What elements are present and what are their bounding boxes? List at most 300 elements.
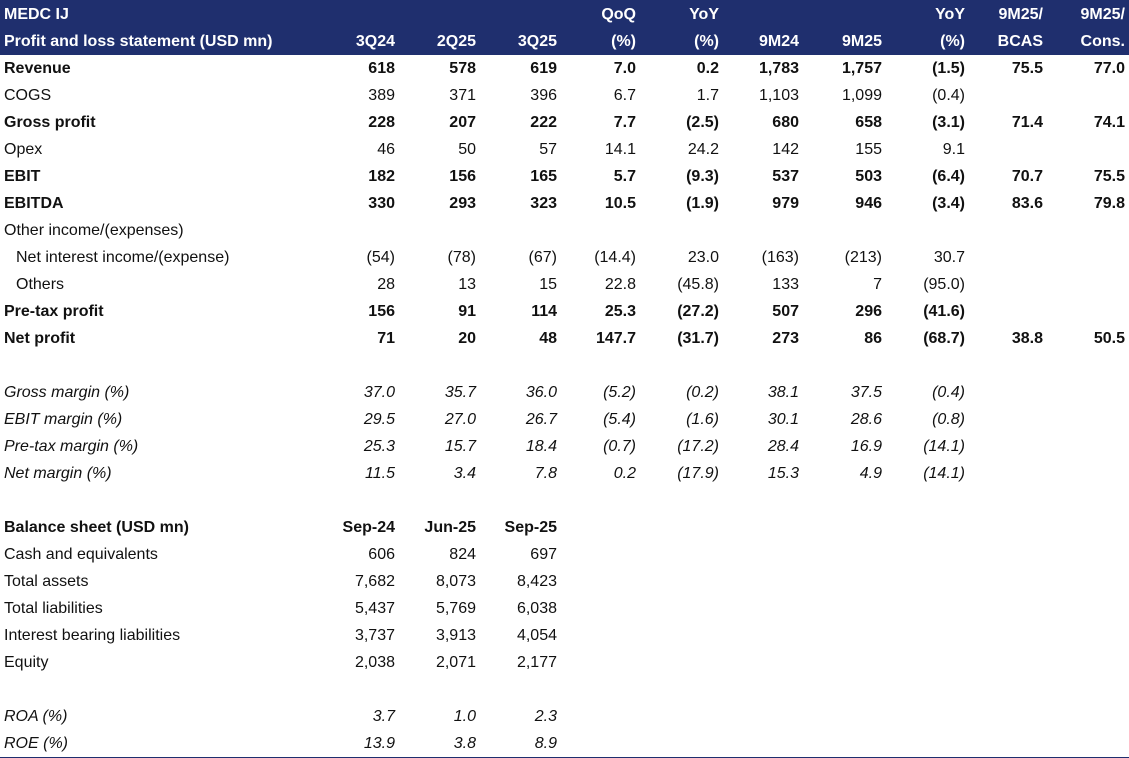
value-cell: [886, 541, 969, 568]
table-row: [0, 541, 1129, 568]
value-cell: [640, 541, 723, 568]
empty-cell: [723, 676, 803, 703]
value-cell: [1047, 433, 1129, 460]
value-cell: 222: [530, 113, 557, 131]
value-cell: (0.8): [932, 410, 965, 428]
value-cell: (5.4): [603, 410, 636, 428]
table-row: [0, 730, 1129, 758]
value-cell: (31.7): [677, 329, 719, 347]
value-cell: 979: [772, 194, 799, 212]
table-row: [0, 460, 1129, 487]
value-cell: 5.7: [613, 167, 636, 185]
value-cell: 30.1: [767, 410, 799, 428]
header-cell: 2Q25: [399, 29, 480, 55]
table-row: [0, 271, 1129, 298]
value-cell: 75.5: [1093, 167, 1125, 185]
row-label: EBIT margin (%): [4, 410, 123, 428]
row-label: Opex: [4, 140, 43, 158]
value-cell: 14.1: [604, 140, 636, 158]
value-cell: 57: [539, 140, 557, 158]
empty-cell: [320, 676, 399, 703]
value-cell: 13.9: [320, 730, 399, 758]
value-cell: 3,913: [435, 626, 476, 644]
value-cell: [561, 541, 640, 568]
value-cell: [1047, 595, 1129, 622]
value-cell: 1,103: [758, 86, 799, 104]
value-cell: [561, 649, 640, 676]
value-cell: 8,073: [435, 572, 476, 590]
value-cell: 37.0: [363, 383, 395, 401]
value-cell: (17.2): [677, 437, 719, 455]
value-cell: 24.2: [687, 140, 719, 158]
value-cell: (1.6): [686, 410, 719, 428]
value-cell: (0.4): [932, 383, 965, 401]
row-label: EBITDA: [4, 194, 64, 212]
value-cell: (41.6): [923, 302, 965, 320]
value-cell: (3.1): [932, 113, 965, 131]
value-cell: [803, 703, 886, 730]
header-cell: Jun-25: [424, 518, 476, 536]
value-cell: 6,038: [516, 599, 557, 617]
value-cell: [723, 730, 803, 758]
value-cell: 5,437: [354, 599, 395, 617]
empty-cell: [969, 487, 1047, 514]
value-cell: [886, 649, 969, 676]
value-cell: (54): [366, 248, 395, 266]
table-row: [0, 82, 1129, 109]
header-cell: (%): [886, 29, 969, 55]
row-label: ROA (%): [4, 707, 68, 725]
value-cell: [969, 433, 1047, 460]
value-cell: 396: [530, 86, 557, 104]
value-cell: 28.4: [767, 437, 799, 455]
table-row: [0, 433, 1129, 460]
value-cell: [723, 595, 803, 622]
value-cell: [561, 703, 640, 730]
row-label: EBIT: [4, 167, 41, 185]
value-cell: 680: [772, 113, 799, 131]
value-cell: [480, 217, 561, 244]
header-cell: [886, 514, 969, 541]
value-cell: [969, 82, 1047, 109]
row-label: Pre-tax margin (%): [4, 437, 139, 455]
value-cell: 658: [855, 113, 882, 131]
value-cell: (0.4): [932, 86, 965, 104]
value-cell: 3.7: [372, 707, 395, 725]
value-cell: 619: [530, 59, 557, 77]
value-cell: [1047, 82, 1129, 109]
value-cell: [969, 730, 1047, 758]
value-cell: 606: [368, 545, 395, 563]
value-cell: 30.7: [933, 248, 965, 266]
value-cell: 48: [539, 329, 557, 347]
header-cell: [480, 0, 561, 29]
table-row: [0, 406, 1129, 433]
empty-cell: [723, 487, 803, 514]
value-cell: [969, 541, 1047, 568]
table-row: [0, 55, 1129, 82]
empty-cell: [886, 676, 969, 703]
value-cell: 7.0: [613, 59, 636, 77]
value-cell: [561, 730, 640, 758]
value-cell: [969, 136, 1047, 163]
value-cell: 74.1: [1093, 113, 1125, 131]
value-cell: [1047, 406, 1129, 433]
empty-cell: [1047, 487, 1129, 514]
value-cell: 537: [772, 167, 799, 185]
value-cell: (68.7): [923, 329, 965, 347]
empty-cell: [803, 676, 886, 703]
value-cell: [1047, 622, 1129, 649]
value-cell: [969, 595, 1047, 622]
value-cell: (45.8): [677, 275, 719, 293]
table-row: [0, 595, 1129, 622]
header-cell: YoY: [886, 0, 969, 29]
value-cell: (9.3): [686, 167, 719, 185]
value-cell: 28.6: [850, 410, 882, 428]
value-cell: 946: [855, 194, 882, 212]
value-cell: [640, 622, 723, 649]
value-cell: [969, 622, 1047, 649]
value-cell: 83.6: [1011, 194, 1043, 212]
row-label: Interest bearing liabilities: [4, 626, 181, 644]
empty-cell: [886, 487, 969, 514]
value-cell: [969, 379, 1047, 406]
value-cell: 27.0: [444, 410, 476, 428]
empty-cell: [640, 676, 723, 703]
spacer-row: [0, 487, 1129, 514]
value-cell: 389: [368, 86, 395, 104]
value-cell: [969, 703, 1047, 730]
value-cell: [1047, 649, 1129, 676]
header-cell: [723, 0, 803, 29]
value-cell: [803, 595, 886, 622]
header-row-bottom: [0, 29, 1129, 55]
value-cell: 10.5: [604, 194, 636, 212]
row-label: Total assets: [4, 572, 89, 590]
value-cell: [969, 217, 1047, 244]
value-cell: [886, 217, 969, 244]
value-cell: 38.1: [767, 383, 799, 401]
value-cell: 71: [377, 329, 395, 347]
value-cell: (17.9): [677, 464, 719, 482]
balance-header-row: [0, 514, 1129, 541]
value-cell: [1047, 298, 1129, 325]
value-cell: [969, 244, 1047, 271]
value-cell: 8,423: [516, 572, 557, 590]
header-cell: 9M25/: [969, 0, 1047, 29]
value-cell: 36.0: [525, 383, 557, 401]
value-cell: 13: [458, 275, 476, 293]
value-cell: 2,038: [354, 653, 395, 671]
table-title: Profit and loss statement (USD mn): [0, 29, 320, 55]
value-cell: (213): [844, 248, 882, 266]
header-cell: QoQ: [561, 0, 640, 29]
value-cell: [969, 271, 1047, 298]
value-cell: [561, 568, 640, 595]
value-cell: 7: [873, 275, 882, 293]
value-cell: [723, 622, 803, 649]
value-cell: (3.4): [932, 194, 965, 212]
value-cell: 8.9: [480, 730, 561, 758]
value-cell: 155: [855, 140, 882, 158]
value-cell: 1,099: [841, 86, 882, 104]
value-cell: 50: [458, 140, 476, 158]
value-cell: (14.1): [923, 464, 965, 482]
value-cell: 507: [772, 302, 799, 320]
value-cell: 156: [449, 167, 476, 185]
empty-cell: [561, 352, 640, 379]
value-cell: [886, 622, 969, 649]
value-cell: [640, 703, 723, 730]
value-cell: [1047, 730, 1129, 758]
empty-cell: [1047, 676, 1129, 703]
empty-cell: [640, 487, 723, 514]
value-cell: 114: [531, 302, 557, 320]
value-cell: 7.8: [534, 464, 557, 482]
value-cell: (67): [528, 248, 557, 266]
value-cell: 16.9: [850, 437, 882, 455]
row-label: ROE (%): [0, 730, 320, 758]
value-cell: 1.7: [696, 86, 719, 104]
value-cell: 207: [449, 113, 476, 131]
header-cell: YoY: [640, 0, 723, 29]
empty-cell: [480, 676, 561, 703]
value-cell: 503: [855, 167, 882, 185]
header-cell: [1047, 514, 1129, 541]
value-cell: 371: [449, 86, 476, 104]
value-cell: [886, 568, 969, 595]
value-cell: [1047, 703, 1129, 730]
value-cell: 6.7: [613, 86, 636, 104]
empty-cell: [723, 352, 803, 379]
header-cell: [803, 0, 886, 29]
value-cell: [723, 649, 803, 676]
header-cell: Sep-24: [342, 518, 395, 536]
empty-cell: [969, 676, 1047, 703]
value-cell: 273: [772, 329, 799, 347]
value-cell: 9.1: [942, 140, 965, 158]
value-cell: [1047, 217, 1129, 244]
empty-cell: [399, 676, 480, 703]
value-cell: [969, 406, 1047, 433]
value-cell: 20: [458, 329, 476, 347]
value-cell: [640, 217, 723, 244]
value-cell: 23.0: [687, 248, 719, 266]
empty-cell: [803, 352, 886, 379]
table-row: [0, 568, 1129, 595]
value-cell: 1,757: [841, 59, 882, 77]
value-cell: 22.8: [604, 275, 636, 293]
empty-cell: [399, 487, 480, 514]
value-cell: [640, 649, 723, 676]
value-cell: 50.5: [1093, 329, 1125, 347]
value-cell: [561, 595, 640, 622]
header-cell: [803, 514, 886, 541]
value-cell: 697: [530, 545, 557, 563]
empty-cell: [0, 352, 320, 379]
balance-title: Balance sheet (USD mn): [4, 518, 189, 536]
value-cell: [1047, 379, 1129, 406]
value-cell: [969, 460, 1047, 487]
value-cell: [1047, 460, 1129, 487]
header-cell: [969, 514, 1047, 541]
row-label: Gross margin (%): [4, 383, 130, 401]
value-cell: 296: [855, 302, 882, 320]
value-cell: 133: [772, 275, 799, 293]
value-cell: (27.2): [677, 302, 719, 320]
value-cell: 18.4: [525, 437, 557, 455]
header-cell: [320, 0, 399, 29]
value-cell: 0.2: [613, 464, 636, 482]
value-cell: 7,682: [354, 572, 395, 590]
value-cell: 25.3: [363, 437, 395, 455]
value-cell: (5.2): [603, 383, 636, 401]
value-cell: 71.4: [1011, 113, 1043, 131]
row-label: Pre-tax profit: [4, 302, 104, 320]
value-cell: (0.7): [603, 437, 636, 455]
value-cell: 86: [864, 329, 882, 347]
header-cell: [723, 514, 803, 541]
spacer-row: [0, 352, 1129, 379]
table-row: [0, 325, 1129, 352]
table-row: [0, 217, 1129, 244]
value-cell: 15: [539, 275, 557, 293]
row-label: Revenue: [4, 59, 71, 77]
value-cell: 15.3: [767, 464, 799, 482]
header-cell: [561, 514, 640, 541]
value-cell: (95.0): [923, 275, 965, 293]
row-label: Net margin (%): [4, 464, 112, 482]
empty-cell: [640, 352, 723, 379]
value-cell: 91: [458, 302, 476, 320]
ticker-cell: MEDC IJ: [0, 0, 320, 29]
row-label: Other income/(expenses): [4, 221, 184, 239]
value-cell: 29.5: [363, 410, 395, 428]
value-cell: 25.3: [604, 302, 636, 320]
value-cell: (1.9): [686, 194, 719, 212]
row-label: Net interest income/(expense): [16, 248, 230, 266]
value-cell: [969, 568, 1047, 595]
value-cell: [803, 730, 886, 758]
row-label: Net profit: [4, 329, 76, 347]
empty-cell: [561, 487, 640, 514]
row-label: COGS: [4, 86, 52, 104]
value-cell: 4.9: [859, 464, 882, 482]
table-row: [0, 190, 1129, 217]
value-cell: [640, 568, 723, 595]
value-cell: 2.3: [534, 707, 557, 725]
header-cell: [640, 514, 723, 541]
empty-cell: [399, 352, 480, 379]
value-cell: 323: [530, 194, 557, 212]
row-label: Others: [16, 275, 65, 293]
value-cell: 37.5: [850, 383, 882, 401]
value-cell: (14.1): [923, 437, 965, 455]
value-cell: 11.5: [365, 464, 395, 482]
value-cell: [640, 730, 723, 758]
value-cell: (0.2): [686, 383, 719, 401]
table-row: [0, 244, 1129, 271]
value-cell: 156: [368, 302, 395, 320]
value-cell: (78): [447, 248, 476, 266]
value-cell: [886, 703, 969, 730]
header-cell: (%): [561, 29, 640, 55]
value-cell: [803, 622, 886, 649]
header-cell: Sep-25: [504, 518, 557, 536]
empty-cell: [886, 352, 969, 379]
value-cell: [886, 730, 969, 758]
table-row: [0, 703, 1129, 730]
value-cell: 75.5: [1011, 59, 1043, 77]
table-row: [0, 163, 1129, 190]
header-row-top: [0, 0, 1129, 29]
value-cell: 15.7: [444, 437, 476, 455]
value-cell: 46: [377, 140, 395, 158]
value-cell: [886, 595, 969, 622]
value-cell: [723, 568, 803, 595]
value-cell: (2.5): [686, 113, 719, 131]
value-cell: 3,737: [354, 626, 395, 644]
empty-cell: [320, 487, 399, 514]
value-cell: [640, 595, 723, 622]
value-cell: 77.0: [1093, 59, 1125, 77]
value-cell: [969, 649, 1047, 676]
empty-cell: [1047, 352, 1129, 379]
value-cell: (163): [761, 248, 799, 266]
value-cell: 79.8: [1093, 194, 1125, 212]
value-cell: [561, 622, 640, 649]
row-label: Total liabilities: [4, 599, 103, 617]
value-cell: [1047, 271, 1129, 298]
header-cell: [399, 0, 480, 29]
header-cell: Cons.: [1047, 29, 1129, 55]
value-cell: 26.7: [525, 410, 557, 428]
empty-cell: [969, 352, 1047, 379]
value-cell: 2,177: [516, 653, 557, 671]
empty-cell: [0, 487, 320, 514]
value-cell: [320, 217, 399, 244]
value-cell: [1047, 136, 1129, 163]
row-label: Equity: [4, 653, 49, 671]
value-cell: [1047, 541, 1129, 568]
value-cell: 7.7: [613, 113, 636, 131]
value-cell: 1.0: [453, 707, 476, 725]
value-cell: 70.7: [1011, 167, 1043, 185]
table-row: [0, 649, 1129, 676]
value-cell: 4,054: [516, 626, 557, 644]
value-cell: 2,071: [435, 653, 476, 671]
header-cell: 3Q24: [320, 29, 399, 55]
value-cell: 618: [368, 59, 395, 77]
value-cell: [399, 217, 480, 244]
value-cell: 228: [368, 113, 395, 131]
value-cell: 330: [368, 194, 395, 212]
header-cell: BCAS: [969, 29, 1047, 55]
value-cell: [969, 298, 1047, 325]
table-row: [0, 379, 1129, 406]
header-cell: 9M24: [723, 29, 803, 55]
value-cell: 35.7: [444, 383, 476, 401]
value-cell: [1047, 244, 1129, 271]
value-cell: 824: [449, 545, 476, 563]
table-row: [0, 109, 1129, 136]
value-cell: 5,769: [435, 599, 476, 617]
value-cell: (6.4): [932, 167, 965, 185]
row-label: Gross profit: [4, 113, 96, 131]
empty-cell: [320, 352, 399, 379]
empty-cell: [803, 487, 886, 514]
